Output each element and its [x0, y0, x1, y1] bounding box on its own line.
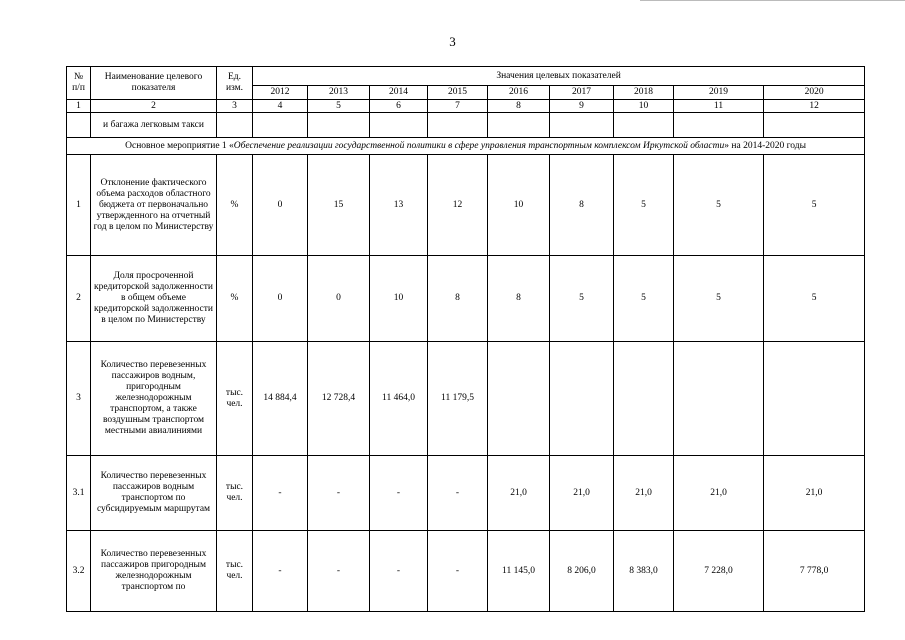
- row-name-text: Доля просроченной кредиторской задолженности в общем объеме кредиторской задолженности в целом по Министерству: [94, 271, 213, 325]
- row-value-cell: 5: [614, 256, 674, 342]
- row-name-text: Количество перевезенных пассажиров водным транспортом по субсидируемым маршрутам: [96, 471, 211, 514]
- row-value-cell: 8: [550, 155, 614, 256]
- row-value-cell: 7 778,0: [764, 531, 865, 612]
- row-unit-cell: тыс. чел.: [217, 531, 253, 612]
- row-value-cell: -: [370, 456, 428, 531]
- column-number-cell: 4: [253, 100, 308, 113]
- row-value-cell: 0: [308, 256, 370, 342]
- header-col-name: Наименование целевого показателя: [91, 67, 217, 100]
- continuation-name-cell: [91, 113, 217, 138]
- year-header-cell: 2014: [370, 86, 428, 100]
- section-suffix: » на 2014-2020 годы: [724, 140, 806, 151]
- header-row: [67, 67, 865, 86]
- continuation-row: [67, 113, 865, 138]
- continuation-text: и багажа легковым такси: [103, 119, 204, 130]
- header-col-values: Значения целевых показателей: [253, 67, 865, 86]
- column-number-cell: 1: [67, 100, 91, 113]
- column-number-cell: 3: [217, 100, 253, 113]
- header-col-unit: Ед. изм.: [217, 67, 253, 100]
- row-value-cell: 11 464,0: [370, 342, 428, 456]
- section-row: [67, 138, 865, 155]
- table-row: [67, 256, 865, 342]
- row-value-cell: -: [370, 531, 428, 612]
- row-value-cell: 21,0: [614, 456, 674, 531]
- row-unit-cell: тыс. чел.: [217, 342, 253, 456]
- continuation-num-cell: [67, 113, 91, 138]
- row-value-cell: 0: [253, 256, 308, 342]
- column-number-cell: 6: [370, 100, 428, 113]
- row-value-cell: 12: [428, 155, 488, 256]
- year-header-cell: 2019: [674, 86, 764, 100]
- target-indicators-table: [66, 66, 865, 612]
- row-value-cell: [674, 342, 764, 456]
- section-title: [67, 138, 865, 155]
- year-header-cell: 2017: [550, 86, 614, 100]
- row-value-cell: 8: [428, 256, 488, 342]
- year-header-cell: 2012: [253, 86, 308, 100]
- table-row: [67, 456, 865, 531]
- column-number-cell: 8: [488, 100, 550, 113]
- page-number: 3: [449, 34, 456, 49]
- row-name-cell: [91, 531, 217, 612]
- year-header-cell: 2016: [488, 86, 550, 100]
- row-value-cell: 5: [674, 256, 764, 342]
- row-value-cell: 12 728,4: [308, 342, 370, 456]
- row-name-text: Отклонение фактического объема расходов областного бюджета от первоначально утвержденного на отчетный год в целом по Министерству: [93, 177, 214, 232]
- row-value-cell: 21,0: [764, 456, 865, 531]
- table-row: [67, 531, 865, 612]
- column-number-cell: 10: [614, 100, 674, 113]
- column-number-cell: 11: [674, 100, 764, 113]
- row-value-cell: 0: [253, 155, 308, 256]
- column-number-cell: 12: [764, 100, 865, 113]
- row-value-cell: 21,0: [674, 456, 764, 531]
- row-value-cell: 5: [550, 256, 614, 342]
- table-row: [67, 342, 865, 456]
- row-number-cell: 2: [67, 256, 91, 342]
- row-value-cell: [488, 342, 550, 456]
- row-value-cell: 8 206,0: [550, 531, 614, 612]
- column-number-cell: 5: [308, 100, 370, 113]
- row-name-cell: [91, 342, 217, 456]
- year-header-cell: 2018: [614, 86, 674, 100]
- column-number-row: [67, 100, 865, 113]
- row-number-cell: 3.2: [67, 531, 91, 612]
- column-number-cell: 2: [91, 100, 217, 113]
- section-italic: Обеспечение реализации государственной политики в сфере управления транспортным комплексом Иркутской области: [233, 140, 725, 151]
- row-value-cell: 7 228,0: [674, 531, 764, 612]
- row-value-cell: -: [428, 456, 488, 531]
- column-number-cell: 7: [428, 100, 488, 113]
- year-header-cell: 2013: [308, 86, 370, 100]
- row-value-cell: 21,0: [488, 456, 550, 531]
- row-value-cell: 10: [488, 155, 550, 256]
- row-unit-cell: тыс. чел.: [217, 456, 253, 531]
- row-value-cell: 11 145,0: [488, 531, 550, 612]
- row-value-cell: 5: [674, 155, 764, 256]
- row-value-cell: -: [253, 456, 308, 531]
- row-number-cell: 3: [67, 342, 91, 456]
- row-unit-cell: %: [217, 256, 253, 342]
- table-row: [67, 155, 865, 256]
- year-header-cell: 2015: [428, 86, 488, 100]
- row-name-cell: [91, 256, 217, 342]
- row-value-cell: 5: [764, 256, 865, 342]
- row-value-cell: 5: [614, 155, 674, 256]
- section-prefix: Основное мероприятие 1 «: [125, 140, 234, 151]
- row-value-cell: 8: [488, 256, 550, 342]
- year-header-cell: 2020: [764, 86, 865, 100]
- header-col-num: № п/п: [67, 67, 91, 100]
- row-value-cell: -: [428, 531, 488, 612]
- row-number-cell: 1: [67, 155, 91, 256]
- row-value-cell: 10: [370, 256, 428, 342]
- row-value-cell: 21,0: [550, 456, 614, 531]
- row-value-cell: -: [308, 531, 370, 612]
- column-number-cell: 9: [550, 100, 614, 113]
- row-number-cell: 3.1: [67, 456, 91, 531]
- row-value-cell: 13: [370, 155, 428, 256]
- row-value-cell: [614, 342, 674, 456]
- row-value-cell: [550, 342, 614, 456]
- row-value-cell: 15: [308, 155, 370, 256]
- row-value-cell: -: [253, 531, 308, 612]
- row-value-cell: -: [308, 456, 370, 531]
- row-value-cell: 8 383,0: [614, 531, 674, 612]
- row-name-cell: [91, 155, 217, 256]
- row-name-text: Количество перевезенных пассажиров водным, пригородным железнодорожным транспортом, а также воздушным транспортом местными авиалиниями: [100, 360, 207, 436]
- row-value-cell: 11 179,5: [428, 342, 488, 456]
- row-value-cell: [764, 342, 865, 456]
- row-unit-cell: %: [217, 155, 253, 256]
- row-value-cell: 14 884,4: [253, 342, 308, 456]
- top-scan-rule: [640, 0, 905, 1]
- row-name-cell: [91, 456, 217, 531]
- row-value-cell: 5: [764, 155, 865, 256]
- row-name-text: Количество перевезенных пассажиров пригородным железнодорожным транспортом по: [100, 549, 207, 592]
